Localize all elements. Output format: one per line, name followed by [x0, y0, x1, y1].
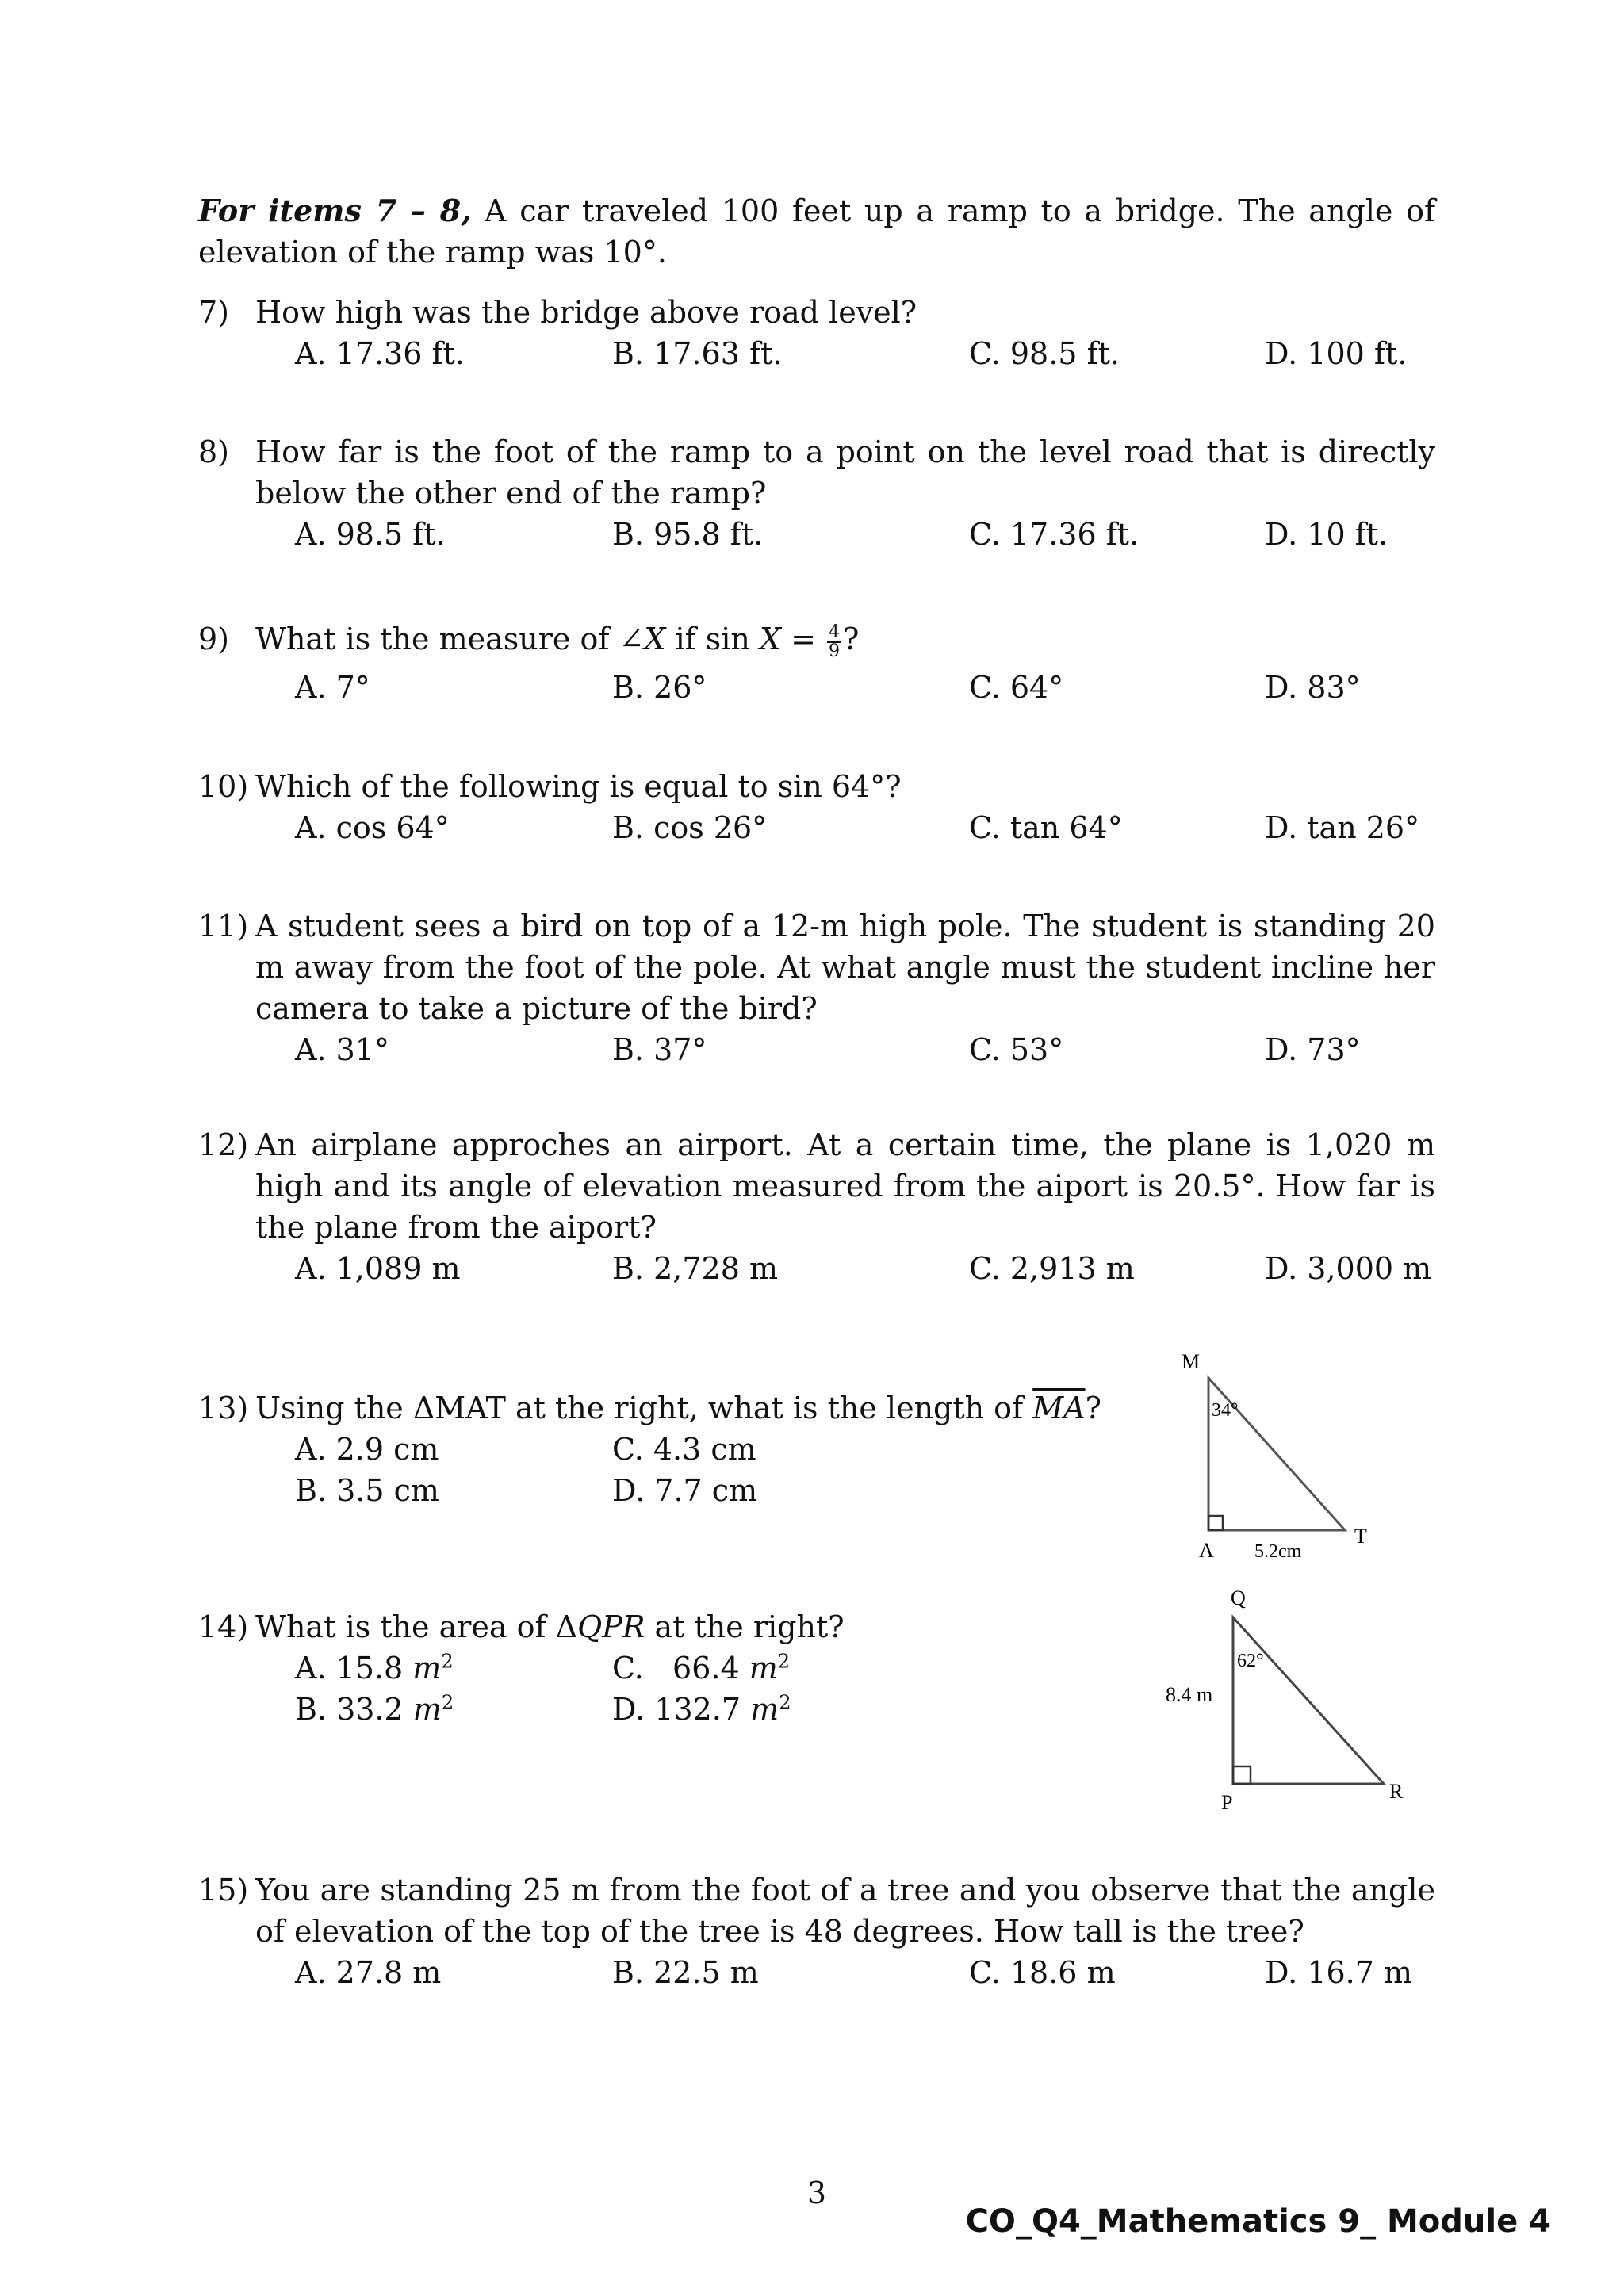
choice-a: A. 17.36 ft.: [295, 336, 465, 371]
choice-c: C. 64°: [969, 669, 1064, 705]
right-angle-marker: [1233, 1766, 1251, 1784]
choice-a: A. 98.5 ft.: [295, 517, 446, 552]
question-text: What is the area of ΔQPR at the right?: [255, 1609, 845, 1644]
choice-b: B. cos 26°: [612, 810, 768, 845]
question-number: 14): [198, 1609, 249, 1644]
question-8: [198, 431, 1435, 555]
choice-c: C. 53°: [969, 1032, 1064, 1067]
question-text: An airplane approches an airport. At a certain time, the plane is 1,020 m high and its angle of elevation measured from the aiport is 20.5°. How far is the plane from the aiport?: [255, 1127, 1435, 1245]
question-number: 13): [198, 1391, 249, 1425]
triangle-qpr: [1233, 1617, 1384, 1784]
choice-a: A. 15.8 $m^2$: [295, 1650, 454, 1686]
choice-b: B. 95.8 ft.: [612, 517, 764, 552]
footer-module-label: CO_Q4_Mathematics 9_ Module 4: [965, 2203, 1551, 2240]
question-number: 10): [198, 769, 249, 804]
choice-c: C. 4.3 cm: [612, 1432, 756, 1467]
question-13: [198, 1387, 1245, 1511]
fraction: $\frac{4}{9}$: [829, 622, 841, 661]
triangle-mat-figure: [1158, 1340, 1380, 1562]
choice-d: D. tan 26°: [1265, 810, 1420, 845]
choice-c: C. tan 64°: [969, 810, 1123, 845]
question-number: 12): [198, 1127, 249, 1162]
choice-d: D. 100 ft.: [1265, 336, 1408, 371]
vertex-r: R: [1389, 1780, 1404, 1803]
side-8-4m: 8.4 m: [1166, 1683, 1213, 1706]
choice-b: B. 2,728 m: [612, 1251, 778, 1286]
vertex-p: P: [1221, 1791, 1233, 1814]
question-text: A student sees a bird on top of a 12-m high pole. The student is standing 20 m away from the foot of the pole. At what angle must the student incline her camera to take a picture of the bird?: [255, 909, 1435, 1026]
choice-b: B. 17.63 ft.: [612, 336, 783, 371]
question-text: How high was the bridge above road level?: [255, 295, 917, 330]
choice-c: C. 98.5 ft.: [969, 336, 1120, 371]
angle-34: 34°: [1212, 1400, 1239, 1421]
choice-d: D. 73°: [1265, 1032, 1361, 1067]
choice-a: A. 31°: [295, 1032, 389, 1067]
intro-lead: For items 7 – 8,: [198, 193, 472, 228]
choice-d: D. 132.7 $m^2$: [612, 1691, 791, 1727]
choice-a: A. 7°: [295, 669, 370, 705]
side-5-2cm: 5.2cm: [1254, 1541, 1302, 1562]
question-10: [198, 766, 1435, 848]
right-angle-marker: [1208, 1516, 1223, 1530]
question-9: [198, 618, 1435, 708]
choice-c: C. 2,913 m: [969, 1251, 1135, 1286]
choice-d: D. 83°: [1265, 669, 1361, 705]
choice-d: D. 3,000 m: [1265, 1251, 1432, 1286]
question-12: [198, 1124, 1435, 1289]
question-number: 7): [198, 295, 230, 330]
triangle-qpr-figure: [1158, 1586, 1419, 1823]
choice-b: B. 22.5 m: [612, 1955, 759, 1990]
vertex-t: T: [1354, 1525, 1367, 1548]
question-number: 8): [198, 434, 230, 469]
question-number: 9): [198, 622, 230, 656]
choice-c: C. 66.4 $m^2$: [612, 1650, 791, 1686]
question-14: [198, 1606, 1245, 1730]
vertex-a: A: [1199, 1539, 1214, 1562]
choice-a: A. 1,089 m: [295, 1251, 461, 1286]
question-text: What is the measure of ∠X if sin X = $\frac{4}{9}$ ?: [255, 622, 860, 661]
choice-b: B. 37°: [612, 1032, 707, 1067]
choice-a: A. cos 64°: [295, 810, 450, 845]
choice-b: B. 33.2 $m^2$: [295, 1691, 454, 1727]
question-text: Using the ΔMAT at the right, what is the length of $\overline{MA}$?: [255, 1391, 1101, 1425]
question-text: How far is the foot of the ramp to a point on the level road that is directly below the other end of the ramp?: [255, 434, 1435, 511]
choice-c: C. 18.6 m: [969, 1955, 1116, 1990]
vertex-m: M: [1182, 1350, 1201, 1373]
intro-text: A car traveled 100 feet up a ramp to a bridge. The angle of elevation of the ramp was 10°.: [198, 193, 1436, 270]
choice-d: D. 7.7 cm: [612, 1473, 758, 1508]
question-number: 11): [198, 909, 249, 943]
intro-paragraph: [198, 190, 1435, 273]
question-11: [198, 905, 1435, 1070]
question-7: [198, 292, 1435, 374]
choice-a: A. 2.9 cm: [295, 1432, 439, 1467]
choice-b: B. 26°: [612, 669, 707, 705]
choice-d: D. 16.7 m: [1265, 1955, 1412, 1990]
choice-c: C. 17.36 ft.: [969, 517, 1139, 552]
page-number: 3: [806, 2175, 827, 2210]
choice-a: A. 27.8 m: [295, 1955, 442, 1990]
choice-b: B. 3.5 cm: [295, 1473, 439, 1508]
question-15: [198, 1869, 1435, 1993]
vertex-q: Q: [1231, 1586, 1246, 1609]
segment-ma: $\overline{MA}$: [1032, 1391, 1086, 1425]
question-text: You are standing 25 m from the foot of a tree and you observe that the angle of elevation of the top of the tree is 48 degrees. How tall is the tree?: [255, 1873, 1435, 1949]
question-text: Which of the following is equal to sin 64°?: [255, 769, 902, 804]
choice-d: D. 10 ft.: [1265, 517, 1388, 552]
question-number: 15): [198, 1873, 249, 1908]
angle-62: 62°: [1237, 1651, 1264, 1671]
